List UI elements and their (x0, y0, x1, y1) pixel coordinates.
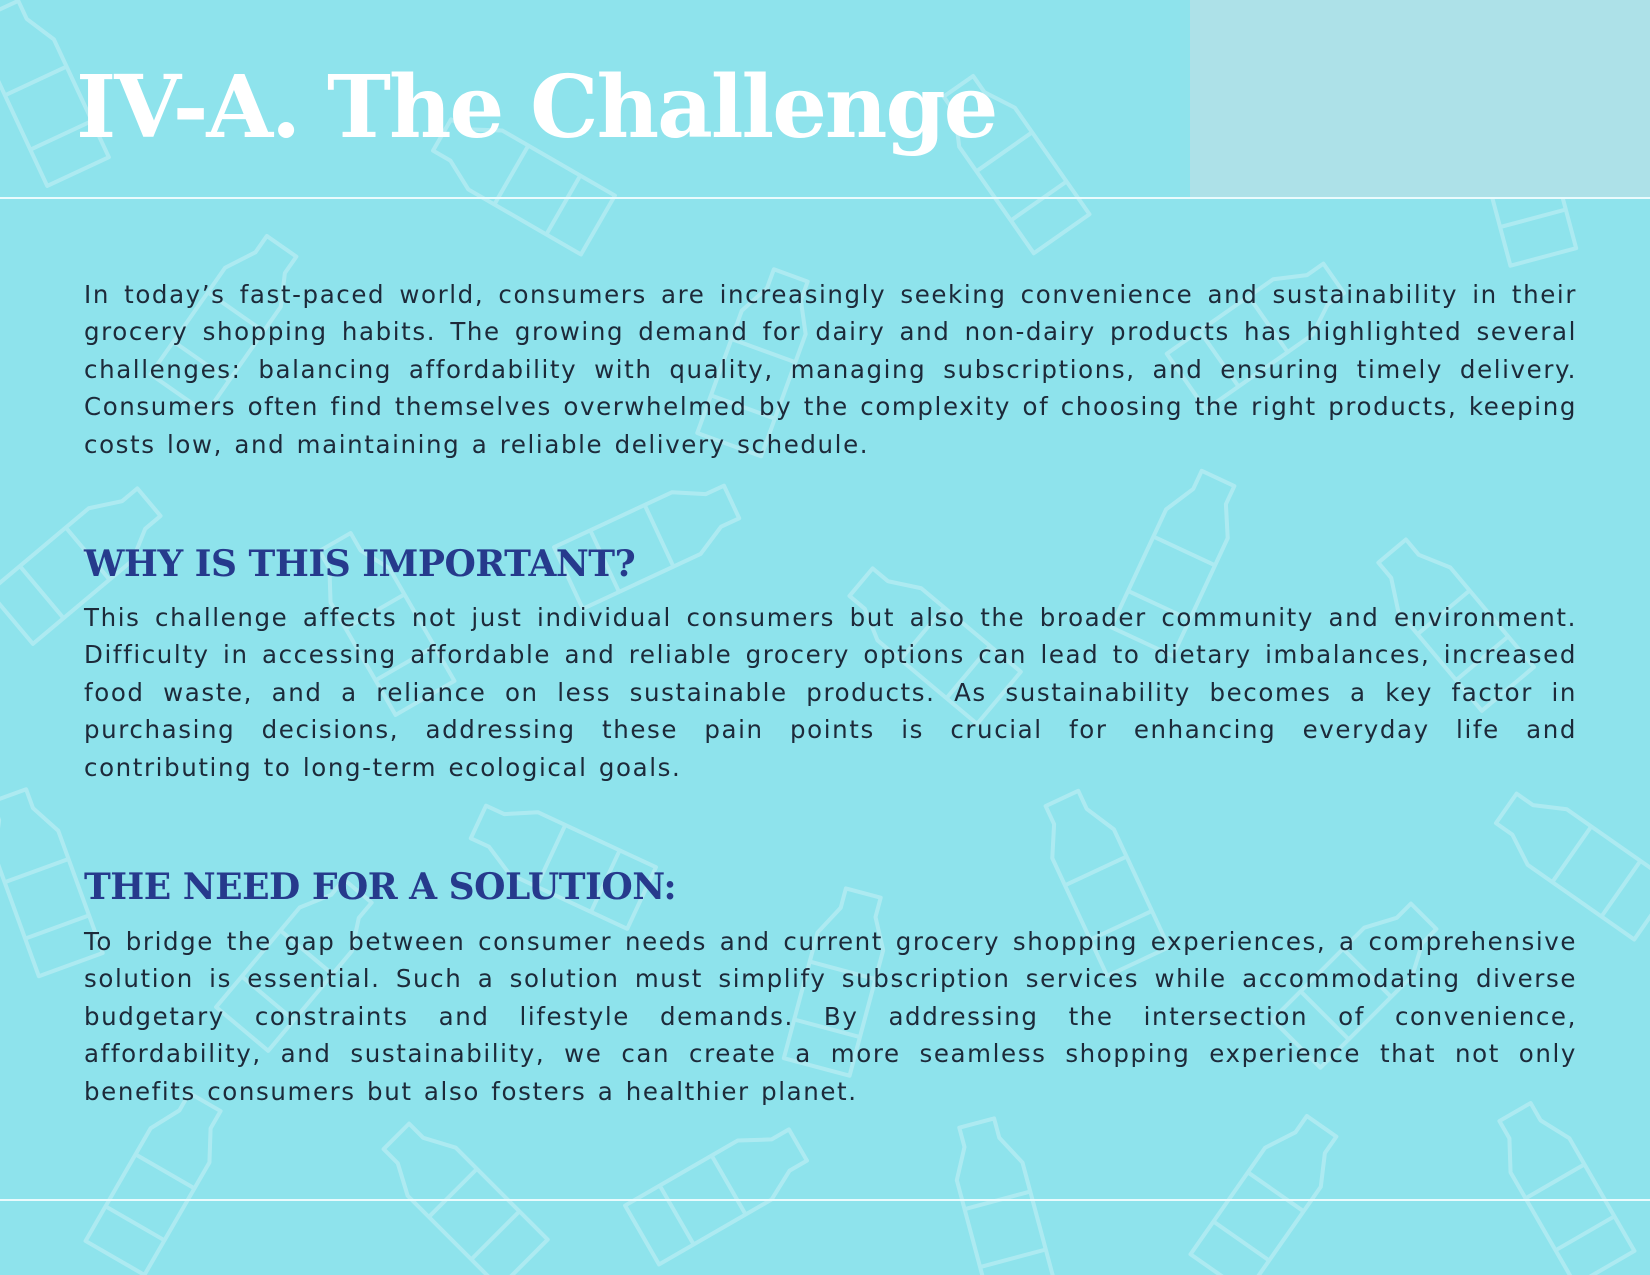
why-important-heading: WHY IS THIS IMPORTANT? (84, 543, 636, 585)
top-divider (0, 197, 1650, 199)
page-title: IV-A. The Challenge (76, 57, 997, 158)
need-for-solution-heading: THE NEED FOR A SOLUTION: (84, 866, 677, 908)
need-for-solution-paragraph: To bridge the gap between consumer needs and current grocery shopping experiences, a comprehensive solution is essential. Such a solution must simplify subscription services while accommodating diverse budgetary constraints and lifestyle demands. By addressing the intersection of convenience, affordability, and sustainability, we can create a more seamless shopping experience that not only benefits consumers but also fosters a healthier planet. (84, 927, 1577, 1106)
bottom-divider (0, 1199, 1650, 1201)
intro-paragraph: In today’s fast-paced world, consumers are increasingly seeking convenience and sustainability in their grocery shopping habits. The growing demand for dairy and non-dairy products has highlighted several challenges: balancing affordability with quality, managing subscriptions, and ensuring timely delivery. Consumers often find themselves overwhelmed by the complexity of choosing the right products, keeping costs low, and maintaining a reliable delivery schedule. (84, 280, 1577, 459)
why-important-paragraph: This challenge affects not just individual consumers but also the broader community and environment. Difficulty in accessing affordable and reliable grocery options can lead to dietary imbalances, increased food waste, and a reliance on less sustainable products. As sustainability becomes a key factor in purchasing decisions, addressing these pain points is crucial for enhancing everyday life and contributing to long-term ecological goals. (84, 603, 1577, 782)
corner-block (1190, 0, 1650, 197)
